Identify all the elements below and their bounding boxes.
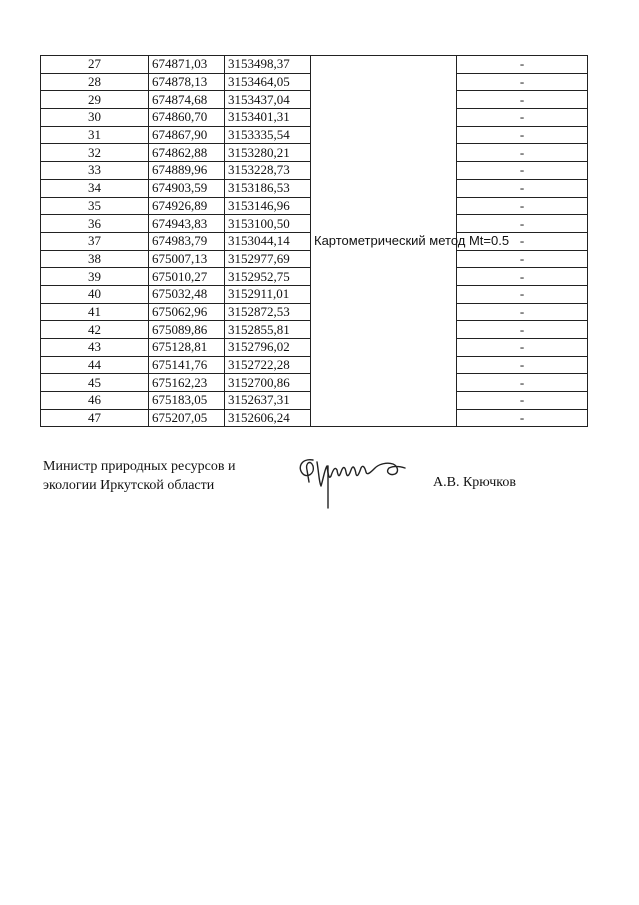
coordinates-table-body xyxy=(41,56,588,427)
point-number: 34 xyxy=(41,179,149,197)
point-number: 41 xyxy=(41,303,149,321)
point-number: 39 xyxy=(41,268,149,286)
point-number: 43 xyxy=(41,339,149,357)
method-cell: Картометрический метод Mt=0.5 xyxy=(311,56,457,427)
y-coordinate: 3153437,04 xyxy=(225,91,311,109)
y-coordinate: 3153186,53 xyxy=(225,179,311,197)
x-coordinate: 675089,86 xyxy=(149,321,225,339)
value-cell: - xyxy=(457,392,588,410)
y-coordinate: 3152606,24 xyxy=(225,409,311,427)
x-coordinate: 674874,68 xyxy=(149,91,225,109)
value-cell: - xyxy=(457,303,588,321)
value-cell: - xyxy=(457,321,588,339)
point-number: 45 xyxy=(41,374,149,392)
value-cell: - xyxy=(457,250,588,268)
x-coordinate: 675141,76 xyxy=(149,356,225,374)
y-coordinate: 3153464,05 xyxy=(225,73,311,91)
x-coordinate: 674871,03 xyxy=(149,56,225,74)
x-coordinate: 674903,59 xyxy=(149,179,225,197)
x-coordinate: 674943,83 xyxy=(149,215,225,233)
y-coordinate: 3153498,37 xyxy=(225,56,311,74)
x-coordinate: 674983,79 xyxy=(149,232,225,250)
point-number: 37 xyxy=(41,232,149,250)
point-number: 29 xyxy=(41,91,149,109)
point-number: 38 xyxy=(41,250,149,268)
x-coordinate: 675007,13 xyxy=(149,250,225,268)
point-number: 40 xyxy=(41,285,149,303)
y-coordinate: 3153280,21 xyxy=(225,144,311,162)
x-coordinate: 674926,89 xyxy=(149,197,225,215)
y-coordinate: 3152722,28 xyxy=(225,356,311,374)
y-coordinate: 3152796,02 xyxy=(225,339,311,357)
y-coordinate: 3153146,96 xyxy=(225,197,311,215)
y-coordinate: 3152637,31 xyxy=(225,392,311,410)
value-cell: - xyxy=(457,126,588,144)
x-coordinate: 675062,96 xyxy=(149,303,225,321)
y-coordinate: 3153335,54 xyxy=(225,126,311,144)
y-coordinate: 3152872,53 xyxy=(225,303,311,321)
value-cell: - xyxy=(457,285,588,303)
point-number: 47 xyxy=(41,409,149,427)
point-number: 36 xyxy=(41,215,149,233)
value-cell: - xyxy=(457,91,588,109)
position-line-2: экологии Иркутской области xyxy=(43,478,215,493)
x-coordinate: 675010,27 xyxy=(149,268,225,286)
x-coordinate: 675128,81 xyxy=(149,339,225,357)
point-number: 31 xyxy=(41,126,149,144)
point-number: 33 xyxy=(41,162,149,180)
signatory-position xyxy=(43,457,235,495)
signatory-name: А.В. Крючков xyxy=(433,475,516,490)
y-coordinate: 3153044,14 xyxy=(225,232,311,250)
value-cell: - xyxy=(457,197,588,215)
point-number: 35 xyxy=(41,197,149,215)
value-cell: - xyxy=(457,356,588,374)
x-coordinate: 674860,70 xyxy=(149,109,225,127)
value-cell: - xyxy=(457,374,588,392)
value-cell: - xyxy=(457,162,588,180)
point-number: 30 xyxy=(41,109,149,127)
x-coordinate: 674889,96 xyxy=(149,162,225,180)
coordinates-table xyxy=(40,55,588,427)
x-coordinate: 674862,88 xyxy=(149,144,225,162)
y-coordinate: 3153401,31 xyxy=(225,109,311,127)
x-coordinate: 674867,90 xyxy=(149,126,225,144)
y-coordinate: 3153100,50 xyxy=(225,215,311,233)
point-number: 42 xyxy=(41,321,149,339)
y-coordinate: 3152952,75 xyxy=(225,268,311,286)
x-coordinate: 674878,13 xyxy=(149,73,225,91)
y-coordinate: 3152911,01 xyxy=(225,285,311,303)
point-number: 44 xyxy=(41,356,149,374)
signature-image xyxy=(295,452,410,517)
point-number: 27 xyxy=(41,56,149,74)
value-cell: - xyxy=(457,339,588,357)
point-number: 28 xyxy=(41,73,149,91)
point-number: 46 xyxy=(41,392,149,410)
y-coordinate: 3153228,73 xyxy=(225,162,311,180)
value-cell: - xyxy=(457,268,588,286)
y-coordinate: 3152855,81 xyxy=(225,321,311,339)
value-cell: - xyxy=(457,73,588,91)
y-coordinate: 3152700,86 xyxy=(225,374,311,392)
position-line-1: Министр природных ресурсов и xyxy=(43,459,236,474)
y-coordinate: 3152977,69 xyxy=(225,250,311,268)
table-row xyxy=(41,56,588,74)
value-cell: - xyxy=(457,144,588,162)
value-cell: - xyxy=(457,409,588,427)
x-coordinate: 675207,05 xyxy=(149,409,225,427)
value-cell: - xyxy=(457,232,588,250)
x-coordinate: 675032,48 xyxy=(149,285,225,303)
point-number: 32 xyxy=(41,144,149,162)
value-cell: - xyxy=(457,56,588,74)
x-coordinate: 675183,05 xyxy=(149,392,225,410)
x-coordinate: 675162,23 xyxy=(149,374,225,392)
value-cell: - xyxy=(457,179,588,197)
value-cell: - xyxy=(457,109,588,127)
value-cell: - xyxy=(457,215,588,233)
